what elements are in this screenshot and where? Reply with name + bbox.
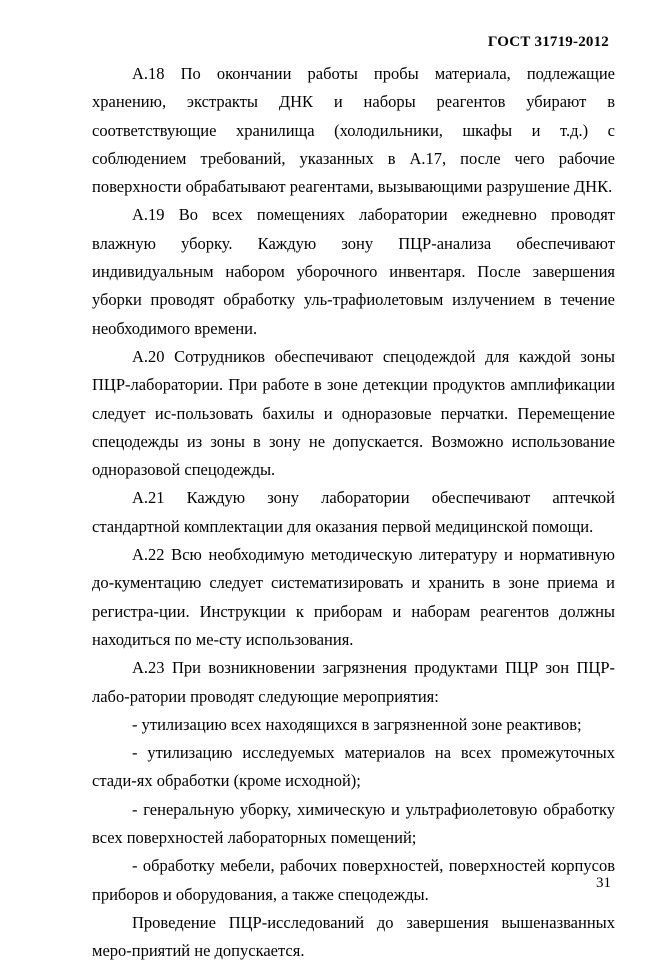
paragraph-a20: А.20 Сотрудников обеспечивают спецодеждой для каждой зоны ПЦР-лаборатории. При работе в зоне детекции продуктов амплификации следует ис-пользовать бахилы и одноразовые перчатки. Перемещение спецодежды из зоны в зону не допускается. Возможно использование одноразовой спецодежды. (92, 346, 615, 480)
document-header-standard: ГОСТ 31719-2012 (487, 34, 609, 50)
list-item-reagents: - утилизацию всех находящихся в загрязненной зоне реактивов; (132, 714, 582, 734)
list-item-furniture: - обработку мебели, рабочих поверхностей, поверхностей корпусов приборов и оборудования, а также спецодежды. (92, 856, 615, 904)
paragraph-a23: А.23 При возникновении загрязнения продуктами ПЦР зон ПЦР-лабо-ратории проводят следующие мероприятия: (92, 658, 615, 706)
paragraph-a21: А.21 Каждую зону лаборатории обеспечивают аптечкой стандартной комплектации для оказания первой медицинской помощи. (92, 488, 615, 536)
document-body (92, 60, 615, 966)
page-number: 31 (596, 875, 611, 891)
paragraph-a22: А.22 Всю необходимую методическую литературу и нормативную до-кументацию следует систематизировать и хранить в зоне приема и регистра-ции. Инструкции к приборам и наборам реагентов должны находиться по ме-сту использования. (92, 545, 615, 649)
paragraph-a18: А.18 По окончании работы пробы материала, подлежащие хранению, экстракты ДНК и наборы реагентов убирают в соответствующие хранилища (холодильники, шкафы и т.д.) с соблюдением требований, указанных в А.17, после чего рабочие поверхности обрабатывают реагентами, вызывающими разрушение ДНК. (92, 64, 615, 197)
paragraph-conclusion: Проведение ПЦР-исследований до завершения вышеназванных меро-приятий не допускается. (92, 912, 615, 961)
list-item-cleaning: - генеральную уборку, химическую и ультрафиолетовую обработку всех поверхностей лабораторных помещений; (92, 799, 615, 848)
paragraph-a19: А.19 Во всех помещениях лаборатории ежедневно проводят влажную уборку. Каждую зону ПЦР-анализа обеспечивают индивидуальным набором уборочного инвентаря. После завершения уборки проводят обработку уль-трафиолетовым излучением в течение необходимого времени. (92, 205, 615, 338)
list-item-materials: - утилизацию исследуемых материалов на всех промежуточных стади-ях обработки (кроме исходной); (92, 743, 615, 791)
